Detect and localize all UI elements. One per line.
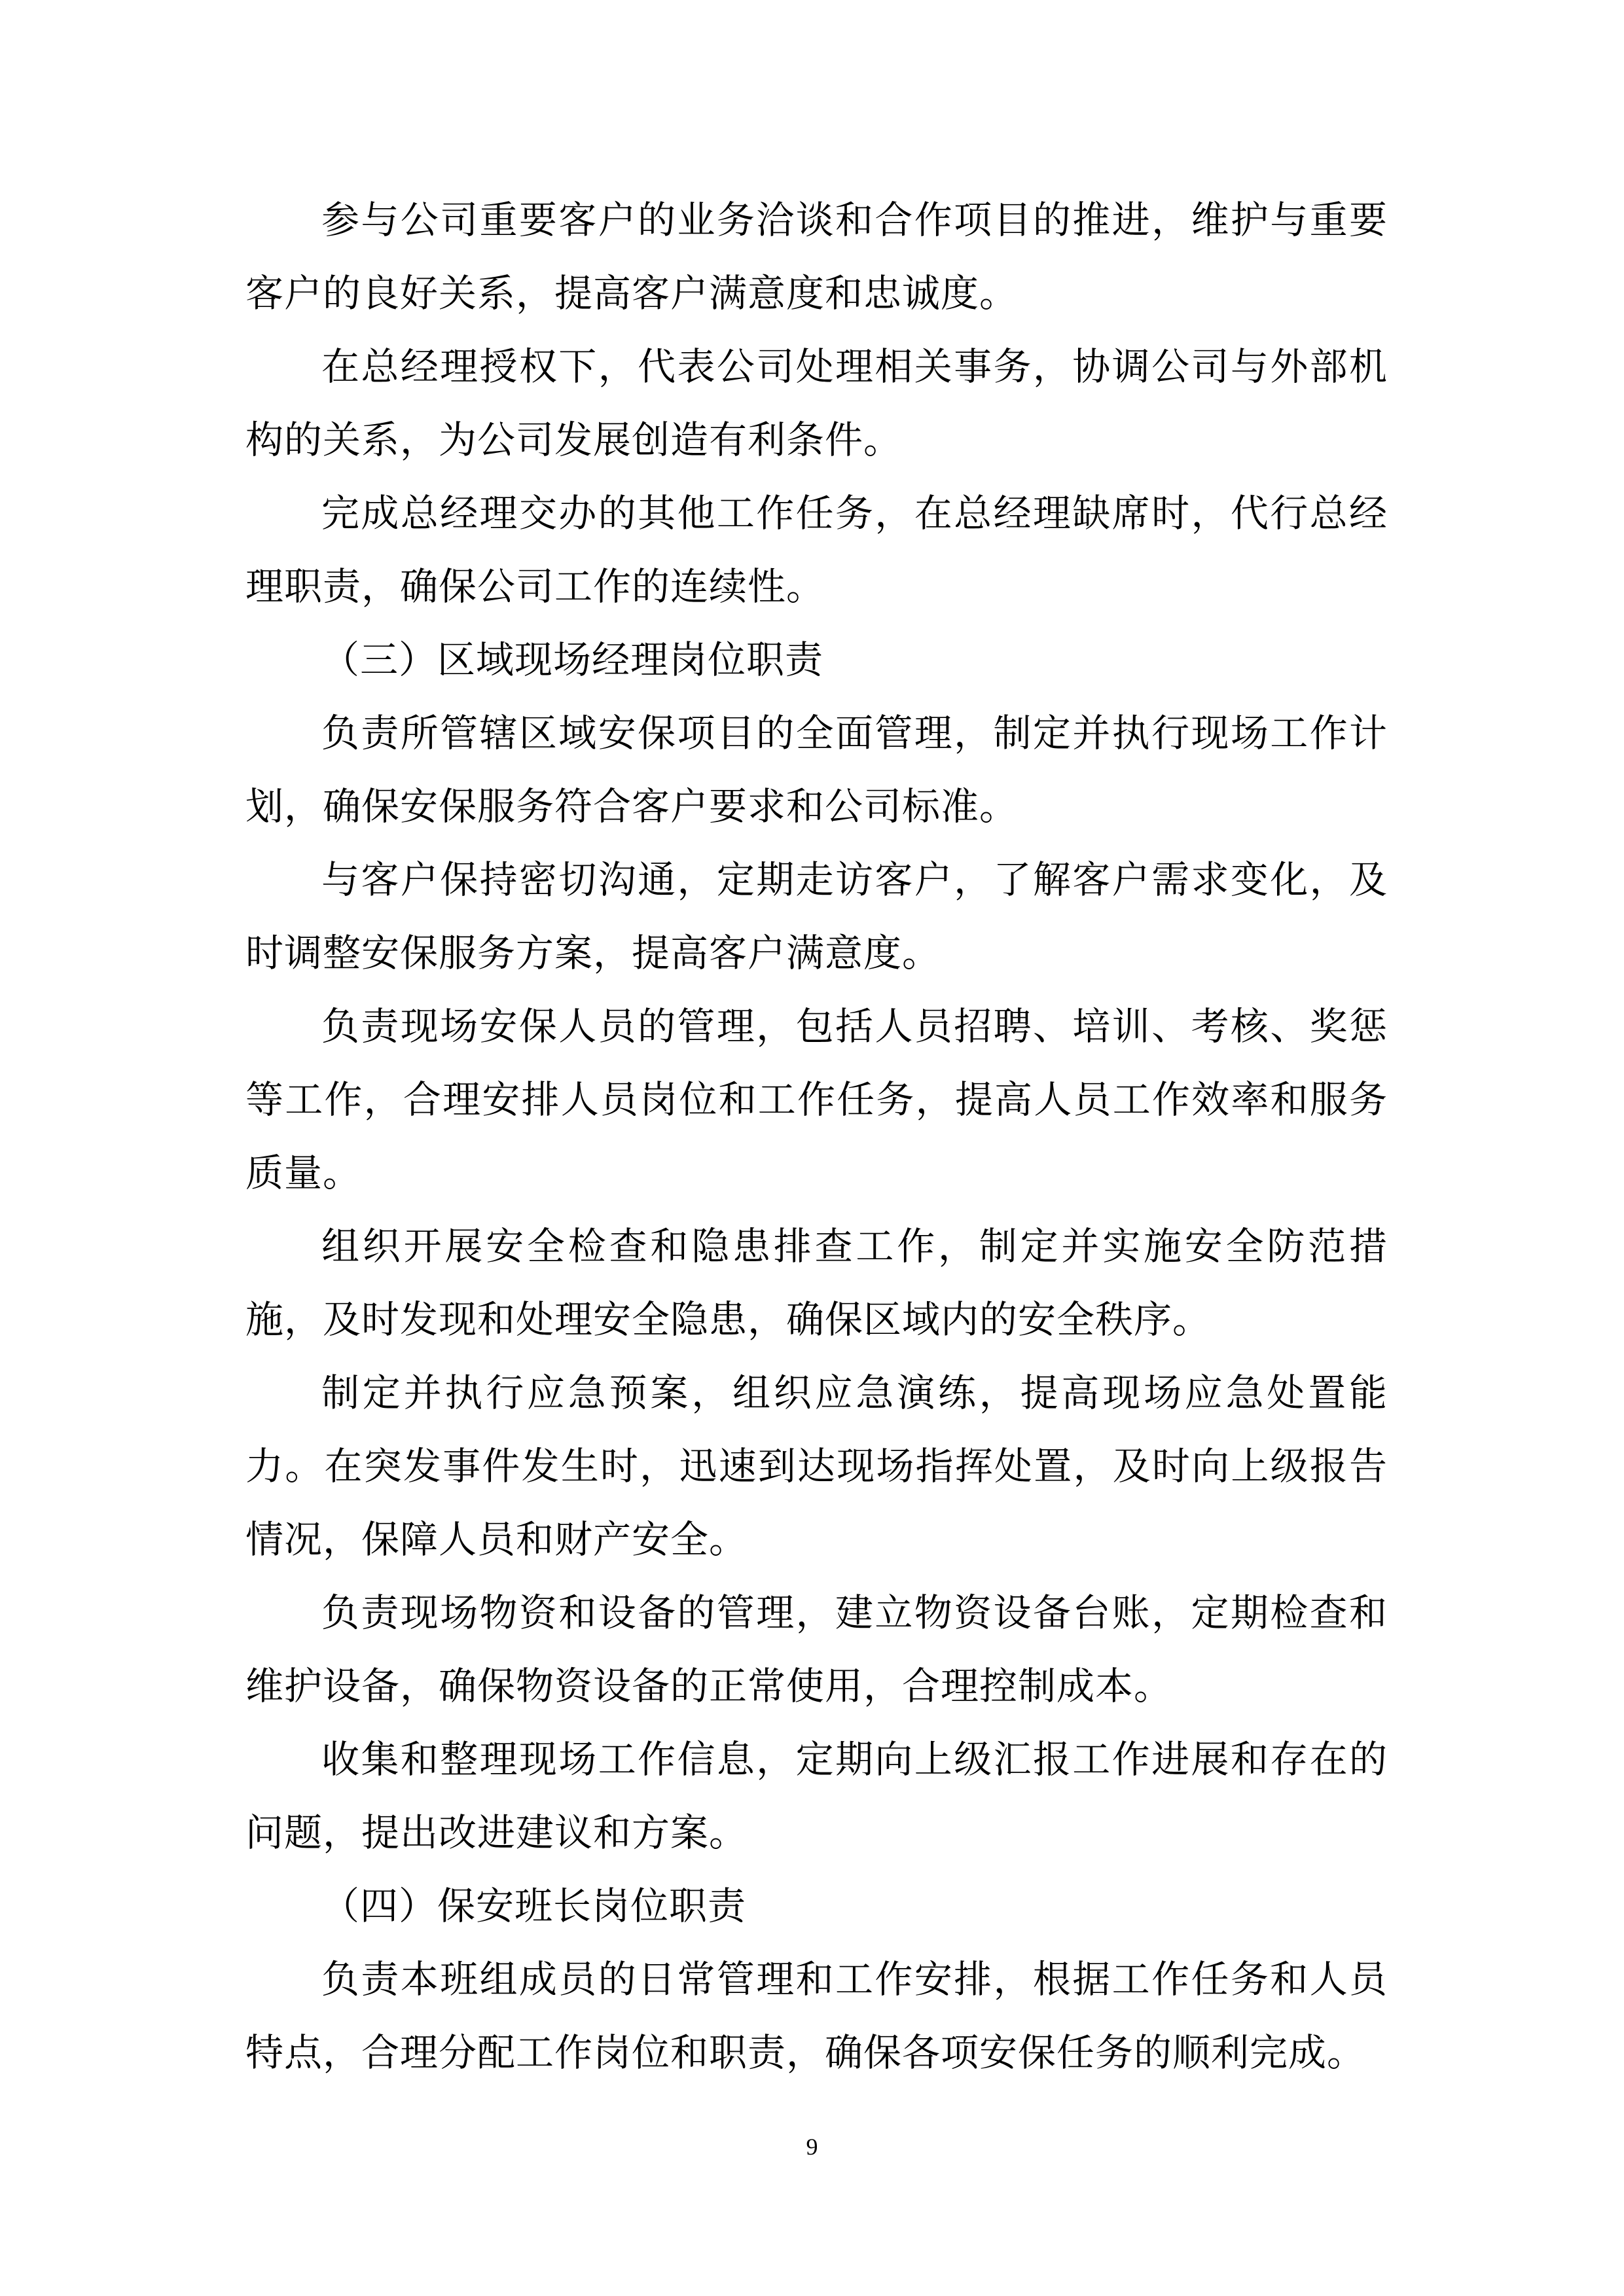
document-body [245, 183, 1388, 2089]
section-heading-regional-manager: （三）区域现场经理岗位职责 [321, 637, 824, 682]
paragraph-staff-management: 负责现场安保人员的管理，包括人员招聘、培训、考核、奖惩等工作，合理安排人员岗位和工作任务，提高人员工作效率和服务质量。 [245, 1004, 1388, 1195]
paragraph-client-communication: 与客户保持密切沟通，定期走访客户，了解客户需求变化，及时调整安保服务方案，提高客户满意度。 [245, 857, 1388, 975]
paragraph-team-management: 负责本班组成员的日常管理和工作安排，根据工作任务和人员特点，合理分配工作岗位和职责，确保各项安保任务的顺利完成。 [245, 1957, 1388, 2075]
paragraph-emergency-plan: 制定并执行应急预案，组织应急演练，提高现场应急处置能力。在突发事件发生时，迅速到达现场指挥处置，及时向上级报告情况，保障人员和财产安全。 [245, 1371, 1388, 1562]
paragraph-other-tasks: 完成总经理交办的其他工作任务，在总经理缺席时，代行总经理职责，确保公司工作的连续性。 [245, 491, 1388, 609]
paragraph-key-clients: 参与公司重要客户的业务洽谈和合作项目的推进，维护与重要客户的良好关系，提高客户满意度和忠诚度。 [245, 198, 1388, 315]
section-heading-squad-leader: （四）保安班长岗位职责 [321, 1884, 747, 1928]
paragraph-project-management: 负责所管辖区域安保项目的全面管理，制定并执行现场工作计划，确保安保服务符合客户要求和公司标准。 [245, 711, 1388, 829]
paragraph-equipment-management: 负责现场物资和设备的管理，建立物资设备台账，定期检查和维护设备，确保物资设备的正常使用，合理控制成本。 [245, 1590, 1388, 1708]
paragraph-safety-inspection: 组织开展安全检查和隐患排查工作，制定并实施安全防范措施，及时发现和处理安全隐患，确保区域内的安全秩序。 [245, 1224, 1388, 1342]
paragraph-information-reporting: 收集和整理现场工作信息，定期向上级汇报工作进展和存在的问题，提出改进建议和方案。 [245, 1737, 1388, 1855]
page-number: 9 [806, 2134, 818, 2160]
paragraph-authorized-affairs: 在总经理授权下，代表公司处理相关事务，协调公司与外部机构的关系，为公司发展创造有利条件。 [245, 344, 1388, 462]
